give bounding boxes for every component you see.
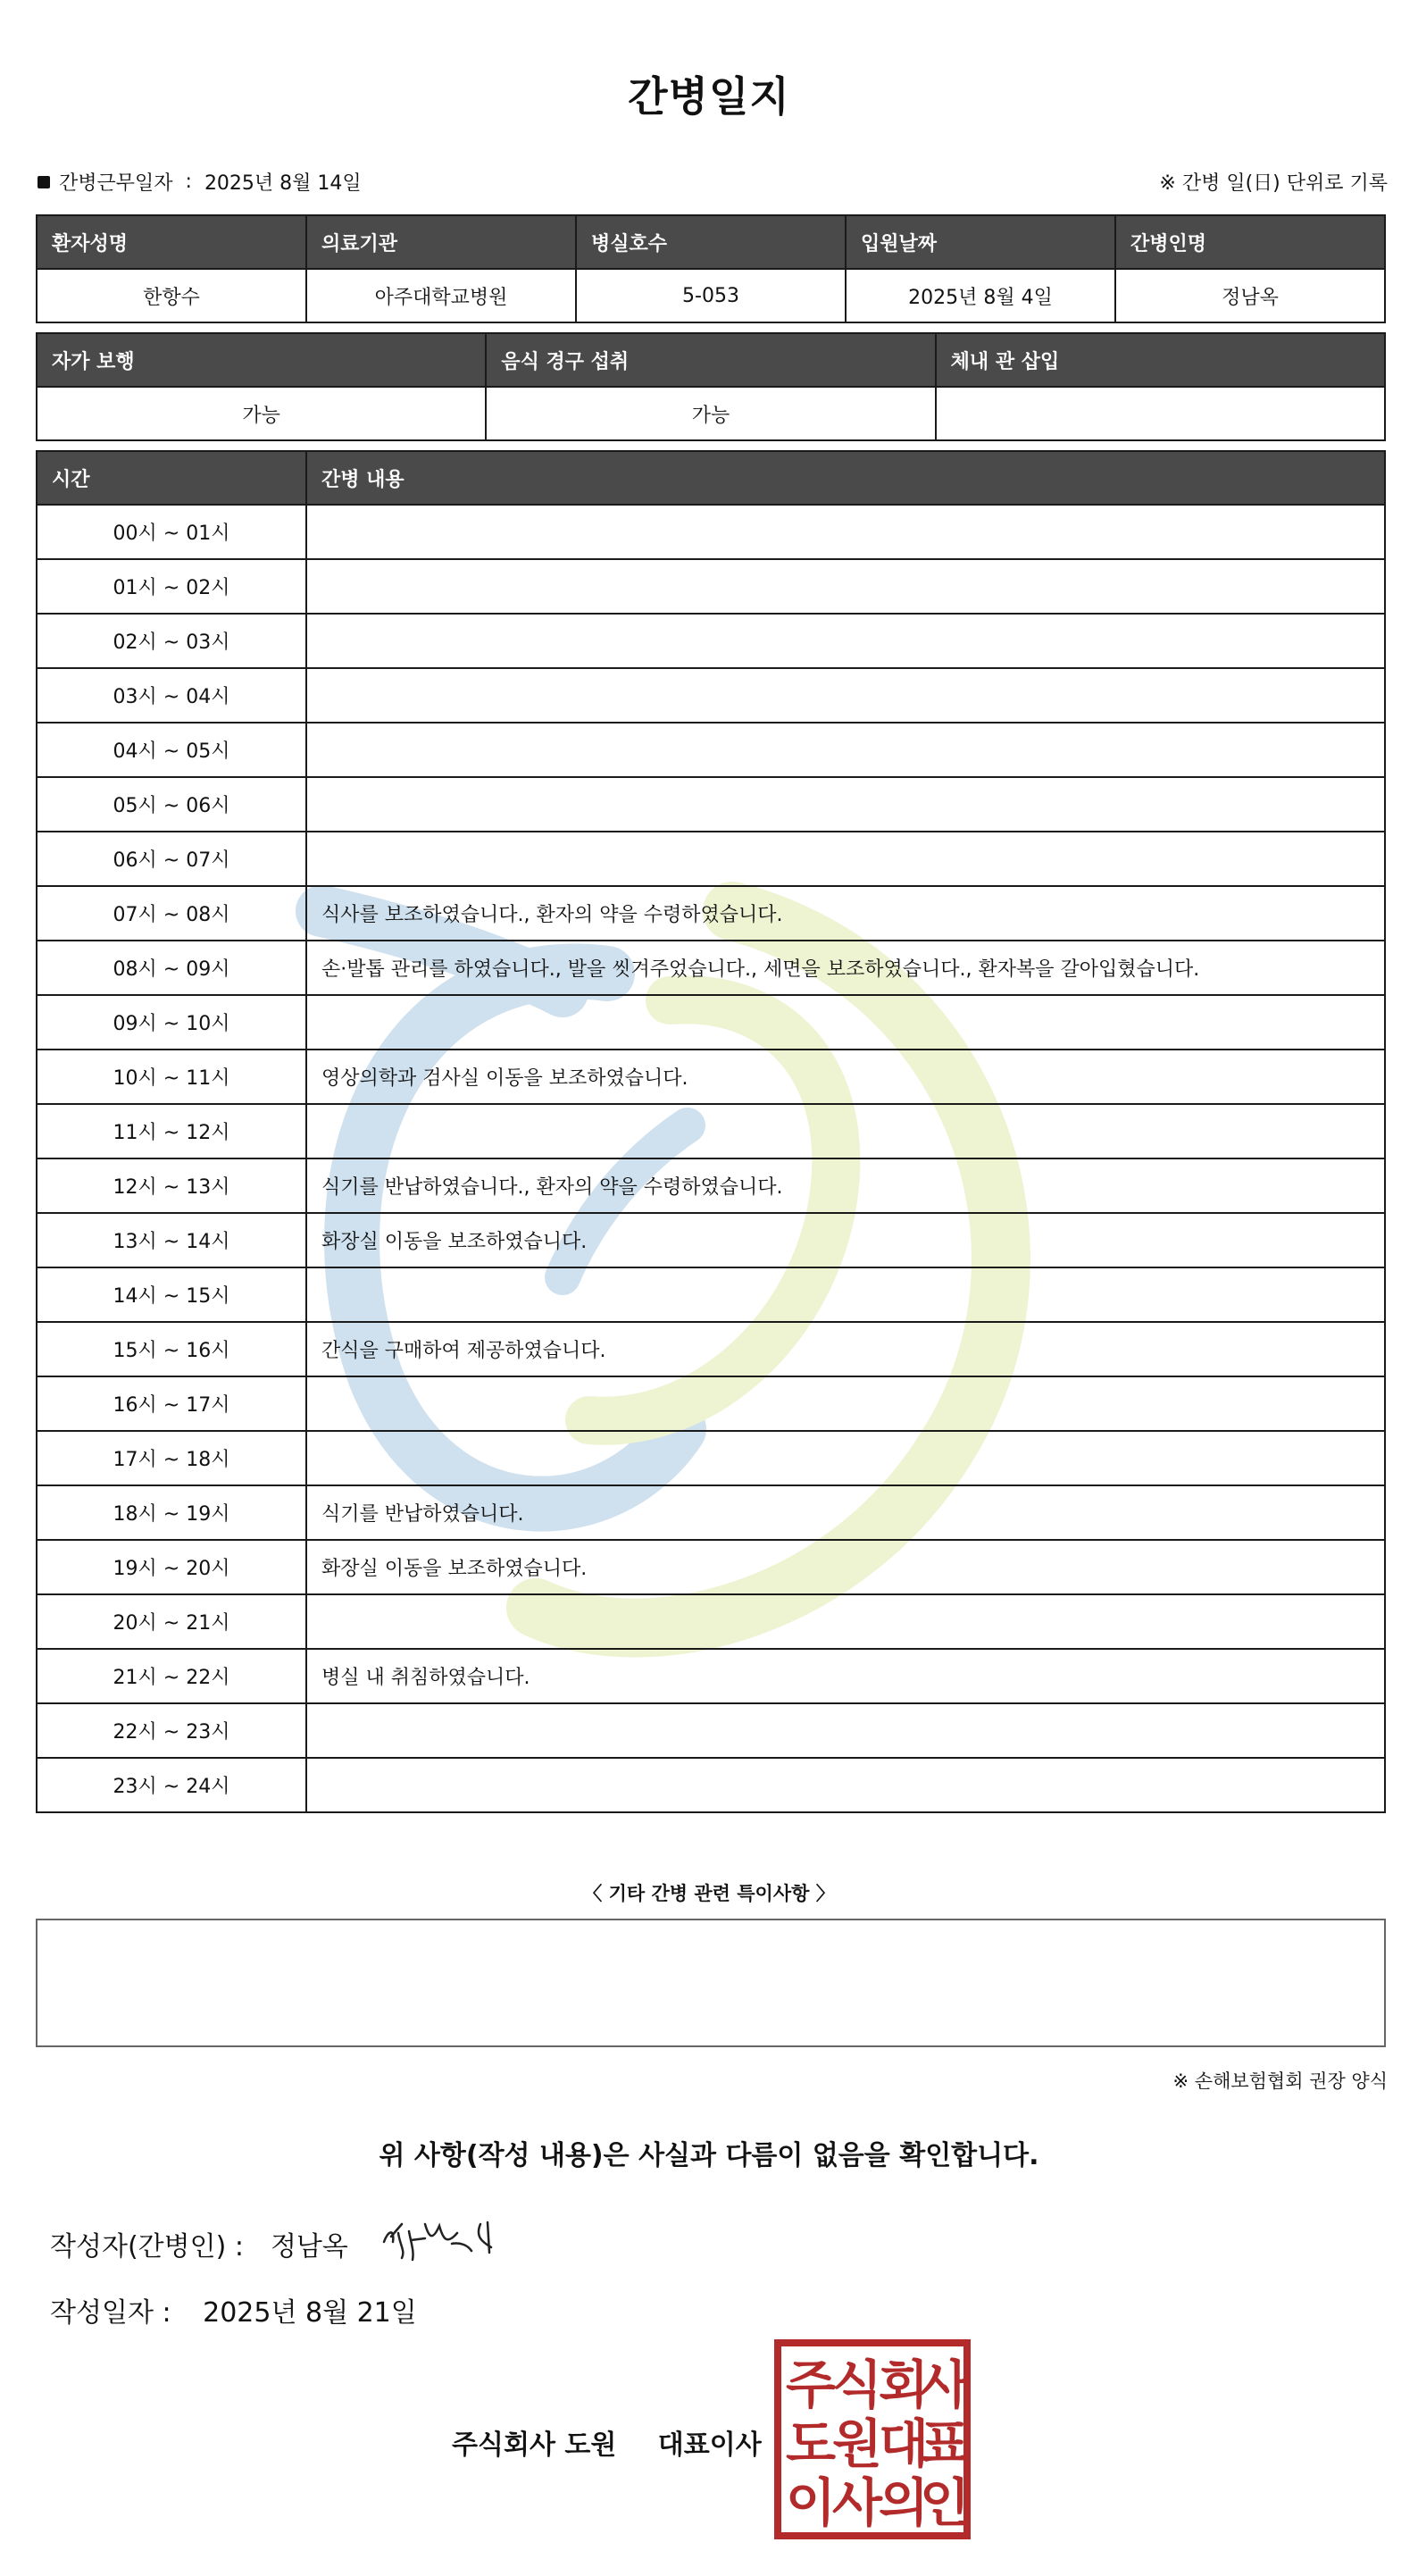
header-time: 시간 (37, 451, 306, 505)
hour-slot: 12시 ~ 13시 (37, 1158, 306, 1213)
hourly-care-table (36, 450, 1386, 1813)
care-content (306, 1703, 1385, 1758)
hour-slot: 05시 ~ 06시 (37, 777, 306, 832)
admission-date-value: 2025년 8월 4일 (846, 269, 1115, 322)
written-date-line (50, 2290, 417, 2329)
care-content: 식기를 반납하였습니다., 환자의 약을 수령하였습니다. (306, 1158, 1385, 1213)
oral-intake-value: 가능 (486, 387, 935, 440)
care-content (306, 1267, 1385, 1322)
hourly-row (37, 777, 1385, 832)
care-content (306, 723, 1385, 777)
hour-slot: 23시 ~ 24시 (37, 1758, 306, 1812)
svg-text:사: 사 (919, 2354, 971, 2415)
header-tube-insertion: 체내 관 삽입 (936, 333, 1385, 387)
hourly-row (37, 1431, 1385, 1485)
care-content: 병실 내 취침하였습니다. (306, 1649, 1385, 1703)
record-unit-note: ※ 간병 일(日) 단위로 기록 (1159, 172, 1388, 195)
care-content: 식기를 반납하였습니다. (306, 1485, 1385, 1540)
association-form-note: ※ 손해보험협회 권장 양식 (1172, 2070, 1388, 2092)
care-content (306, 1431, 1385, 1485)
work-date-separator: : (185, 171, 192, 193)
care-content (306, 614, 1385, 668)
ability-header-row (37, 333, 1385, 387)
writer-line (50, 2224, 348, 2263)
company-name: 주식회사 도원 (452, 2430, 617, 2461)
hour-slot: 21시 ~ 22시 (37, 1649, 306, 1703)
care-content (306, 668, 1385, 723)
care-content: 화장실 이동을 보조하였습니다. (306, 1213, 1385, 1267)
hour-slot: 20시 ~ 21시 (37, 1594, 306, 1649)
hourly-row (37, 1594, 1385, 1649)
hourly-row (37, 614, 1385, 668)
patient-info-header-row (37, 215, 1385, 269)
hourly-row (37, 886, 1385, 941)
work-date-value: 2025년 8월 14일 (204, 172, 362, 195)
care-content (306, 559, 1385, 614)
care-content (306, 1104, 1385, 1158)
hour-slot: 06시 ~ 07시 (37, 832, 306, 886)
svg-text:사: 사 (831, 2472, 883, 2533)
header-admission-date: 입원날짜 (846, 215, 1115, 269)
confirmation-statement: 위 사항(작성 내용)은 사실과 다름이 없음을 확인합니다. (379, 2140, 1039, 2171)
hour-slot: 08시 ~ 09시 (37, 941, 306, 995)
patient-ability-table (36, 332, 1386, 441)
hourly-row (37, 1376, 1385, 1431)
svg-text:이: 이 (785, 2472, 837, 2533)
hourly-row (37, 832, 1385, 886)
hour-slot: 07시 ~ 08시 (37, 886, 306, 941)
care-content: 영상의학과 검사실 이동을 보조하였습니다. (306, 1050, 1385, 1104)
writer-name: 정남옥 (270, 2231, 348, 2262)
care-content: 간식을 구매하여 제공하였습니다. (306, 1322, 1385, 1376)
written-date-label: 작성일자 : (50, 2297, 171, 2329)
hour-slot: 16시 ~ 17시 (37, 1376, 306, 1431)
header-hospital: 의료기관 (306, 215, 576, 269)
hourly-header-row (37, 451, 1385, 505)
hourly-row (37, 1540, 1385, 1594)
svg-text:도: 도 (785, 2413, 837, 2474)
hourly-row (37, 1267, 1385, 1322)
bullet-square-icon (38, 176, 50, 188)
hour-slot: 22시 ~ 23시 (37, 1703, 306, 1758)
svg-text:회: 회 (878, 2354, 930, 2415)
patient-info-table (36, 214, 1386, 323)
care-content (306, 832, 1385, 886)
svg-text:인: 인 (919, 2472, 971, 2533)
care-content (306, 1594, 1385, 1649)
document-title: 간병일지 (628, 72, 790, 121)
work-date-line (38, 168, 362, 196)
hourly-row (37, 723, 1385, 777)
hour-slot: 15시 ~ 16시 (37, 1322, 306, 1376)
etc-notes-title: 〈 기타 간병 관련 특이사항 〉 (583, 1883, 835, 1904)
hour-slot: 00시 ~ 01시 (37, 505, 306, 559)
care-content: 식사를 보조하였습니다., 환자의 약을 수령하였습니다. (306, 886, 1385, 941)
hour-slot: 14시 ~ 15시 (37, 1267, 306, 1322)
hourly-row (37, 1758, 1385, 1812)
svg-text:원: 원 (831, 2413, 883, 2474)
hourly-row (37, 995, 1385, 1050)
ability-value-row (37, 387, 1385, 440)
room-number-value: 5-053 (576, 269, 846, 322)
svg-text:표: 표 (919, 2413, 971, 2474)
hourly-row (37, 1649, 1385, 1703)
hourly-row (37, 1050, 1385, 1104)
handwritten-signature (375, 2206, 518, 2269)
hour-slot: 19시 ~ 20시 (37, 1540, 306, 1594)
patient-info-value-row (37, 269, 1385, 322)
hour-slot: 18시 ~ 19시 (37, 1485, 306, 1540)
company-seal-stamp (773, 2338, 972, 2540)
hour-slot: 17시 ~ 18시 (37, 1431, 306, 1485)
hourly-row (37, 559, 1385, 614)
hourly-row (37, 1485, 1385, 1540)
hourly-row (37, 1104, 1385, 1158)
writer-label: 작성자(간병인) : (50, 2231, 244, 2262)
header-care-content: 간병 내용 (306, 451, 1385, 505)
caregiver-name-value: 정남옥 (1115, 269, 1385, 322)
representative-title: 대표이사 (657, 2430, 762, 2461)
svg-text:대: 대 (878, 2413, 930, 2474)
hourly-row (37, 505, 1385, 559)
header-caregiver-name: 간병인명 (1115, 215, 1385, 269)
signature-stroke (384, 2222, 491, 2260)
svg-text:주: 주 (785, 2354, 837, 2415)
care-content (306, 995, 1385, 1050)
hospital-value: 아주대학교병원 (306, 269, 576, 322)
hour-slot: 11시 ~ 12시 (37, 1104, 306, 1158)
hourly-row (37, 941, 1385, 995)
written-date-value: 2025년 8월 21일 (203, 2297, 417, 2329)
company-signature-line (452, 2422, 762, 2462)
care-content (306, 505, 1385, 559)
hourly-row (37, 1703, 1385, 1758)
care-content: 손·발톱 관리를 하였습니다., 발을 씻겨주었습니다., 세면을 보조하였습니다., 환자복을 갈아입혔습니다. (306, 941, 1385, 995)
patient-name-value: 한항수 (37, 269, 306, 322)
work-date-label: 간병근무일자 (59, 172, 173, 195)
hour-slot: 03시 ~ 04시 (37, 668, 306, 723)
hour-slot: 01시 ~ 02시 (37, 559, 306, 614)
self-walking-value: 가능 (37, 387, 486, 440)
hour-slot: 09시 ~ 10시 (37, 995, 306, 1050)
hour-slot: 10시 ~ 11시 (37, 1050, 306, 1104)
care-content (306, 1376, 1385, 1431)
header-room-number: 병실호수 (576, 215, 846, 269)
care-content: 화장실 이동을 보조하였습니다. (306, 1540, 1385, 1594)
hourly-row (37, 668, 1385, 723)
hour-slot: 04시 ~ 05시 (37, 723, 306, 777)
header-oral-intake: 음식 경구 섭취 (486, 333, 935, 387)
hourly-row (37, 1213, 1385, 1267)
care-content (306, 777, 1385, 832)
seal-lettering (786, 2354, 971, 2533)
hourly-row (37, 1322, 1385, 1376)
care-content (306, 1758, 1385, 1812)
header-patient-name: 환자성명 (37, 215, 306, 269)
svg-text:식: 식 (831, 2354, 883, 2415)
svg-text:의: 의 (878, 2472, 930, 2533)
etc-notes-box (36, 1919, 1386, 2047)
hour-slot: 02시 ~ 03시 (37, 614, 306, 668)
hourly-row (37, 1158, 1385, 1213)
tube-insertion-value (936, 387, 1385, 440)
hour-slot: 13시 ~ 14시 (37, 1213, 306, 1267)
header-self-walking: 자가 보행 (37, 333, 486, 387)
